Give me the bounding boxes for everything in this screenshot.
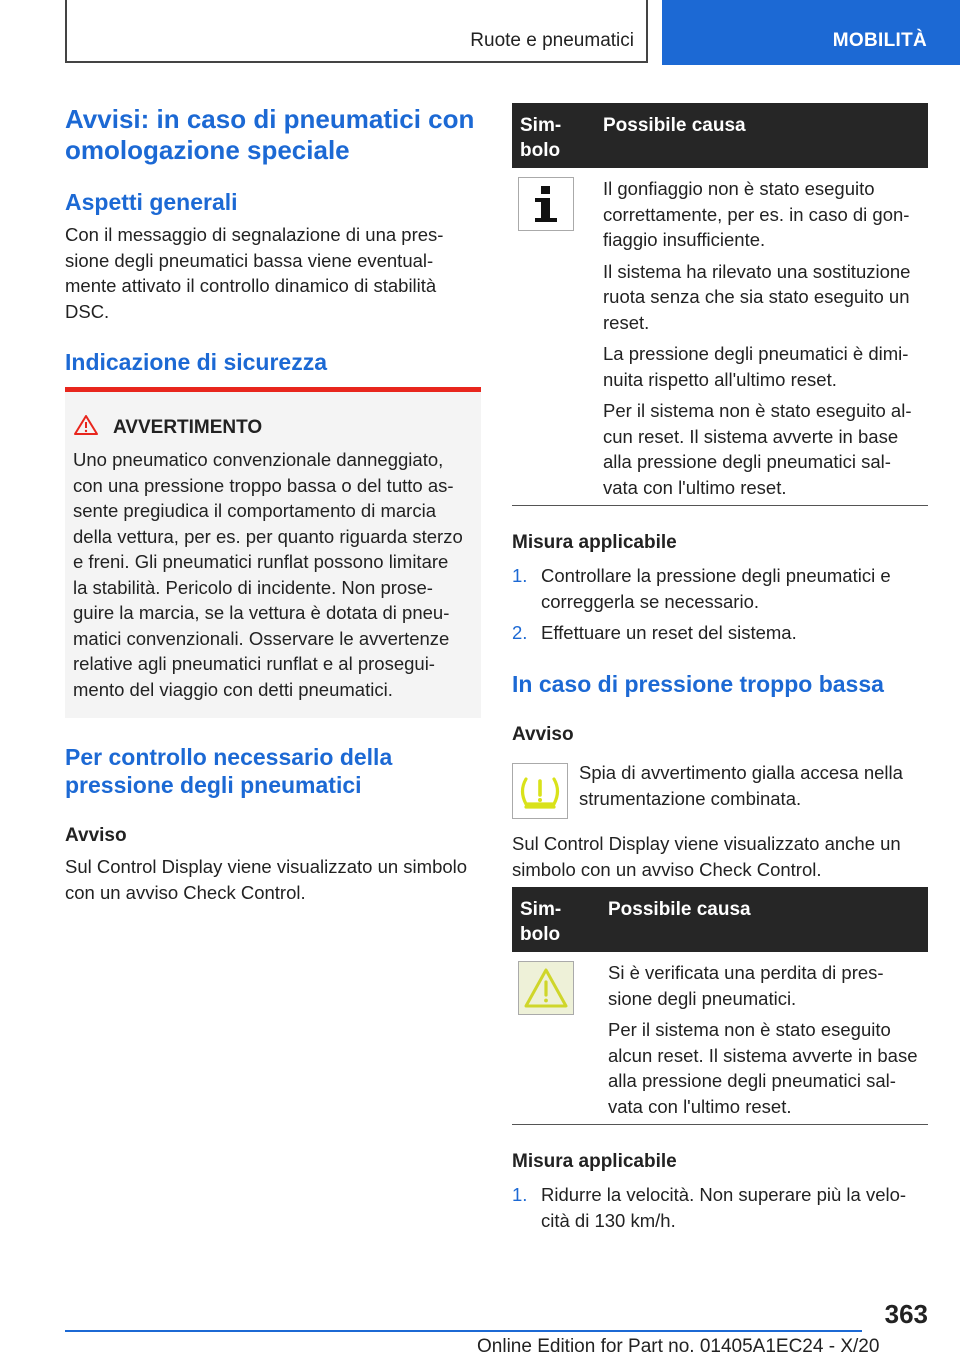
list-item xyxy=(512,1182,928,1233)
notice-label-right: Avviso xyxy=(512,724,574,745)
page-title xyxy=(65,104,485,166)
warning-line: matici convenzionali. Osservare le avvertenze xyxy=(73,627,450,649)
notice-line: con un avviso Check Control. xyxy=(65,881,306,903)
table2-col-cause: Possibile causa xyxy=(608,899,751,920)
warning-line: mento del viaggio con detti pneumatici. xyxy=(73,678,393,700)
table1-cause-line: Il gonfiaggio non è stato eseguito xyxy=(603,178,875,199)
list-item xyxy=(512,563,928,614)
table2-cause xyxy=(608,1017,928,1119)
display-text xyxy=(512,831,932,882)
table1-cause xyxy=(603,398,928,500)
measure1-label: Misura applicabile xyxy=(512,532,677,553)
page-title-line-2: omologazione speciale xyxy=(65,135,350,165)
table1-cause-line: reset. xyxy=(603,311,650,333)
table2-cause-line: alla pressione degli pneumatici sal- xyxy=(608,1070,896,1091)
table2-cause-line: Per il sistema non è stato eseguito xyxy=(608,1019,891,1040)
table1-bottom-rule xyxy=(512,505,928,506)
table2-col-symbol xyxy=(520,897,561,947)
table1-cause-line: Il sistema ha rilevato una sostituzione xyxy=(603,260,911,282)
safety-heading: Indicazione di sicurezza xyxy=(65,349,328,375)
warning-line: guire la marcia, se la vettura è dotata di pneu- xyxy=(73,602,450,623)
page-number: 363 xyxy=(884,1299,928,1329)
warning-triangle-icon xyxy=(73,414,99,441)
info-icon xyxy=(518,177,574,231)
table1-cause xyxy=(603,259,928,336)
display-line: Sul Control Display viene visualizzato anche un xyxy=(512,833,901,854)
notice-label: Avviso xyxy=(65,825,127,846)
indicator-text xyxy=(579,760,928,811)
table2-col-symbol-line: bolo xyxy=(520,924,561,945)
step-line: Effettuare un reset del sistema. xyxy=(541,622,797,643)
check-heading-line-2: pressione degli pneumatici xyxy=(65,772,362,798)
table2-cause-line: vata con l'ultimo reset. xyxy=(608,1095,792,1117)
table1-cause-line: Per il sistema non è stato eseguito al- xyxy=(603,400,912,421)
table1-col-symbol xyxy=(520,113,561,163)
section-title: Ruote e pneumatici xyxy=(470,30,634,51)
list-item xyxy=(512,620,928,646)
general-heading: Aspetti generali xyxy=(65,189,238,215)
indicator-line: Spia di avvertimento gialla accesa nella xyxy=(579,762,903,783)
indicator-line: strumentazione combinata. xyxy=(579,787,802,809)
warning-title: AVVERTIMENTO xyxy=(113,416,263,438)
general-text xyxy=(65,222,481,324)
footer-edition: Online Edition for Part no. 01405A1EC24 - X/20 xyxy=(477,1336,880,1357)
warning-line: sente pregiudica il comportamento di marcia xyxy=(73,500,436,521)
table1-cause-line: correttamente, per es. in caso di gon- xyxy=(603,203,910,225)
table2-cause-line: sione degli pneumatici. xyxy=(608,987,797,1009)
general-text-line: mente attivato il controllo dinamico di stabilità xyxy=(65,275,437,296)
step-number: 2. xyxy=(512,622,528,643)
table1-cause-line: fiaggio insufficiente. xyxy=(603,229,766,250)
check-heading xyxy=(65,743,485,799)
table2-causes xyxy=(608,960,928,1119)
footer-rule xyxy=(65,1330,862,1332)
table2-col-symbol-line: Sim- xyxy=(520,899,562,920)
table1-header xyxy=(512,103,928,168)
general-text-line: DSC. xyxy=(65,300,110,322)
chapter-tab[interactable] xyxy=(662,0,960,65)
table2-cause xyxy=(608,960,928,1011)
notice-line: Sul Control Display viene visualizzato un simbolo xyxy=(65,856,468,877)
table1-causes xyxy=(603,176,928,500)
warning-line: la stabilità. Pericolo di incidente. Non prose- xyxy=(73,576,433,598)
warning-line: con una pressione troppo bassa o del tutto as- xyxy=(73,474,454,496)
low-pressure-heading: In caso di pressione troppo bassa xyxy=(512,671,884,697)
tire-pressure-warning-icon xyxy=(512,763,568,819)
step-line: cità di 130 km/h. xyxy=(541,1209,676,1231)
table1-col-symbol-line: Sim- xyxy=(520,115,562,136)
table2-bottom-rule xyxy=(512,1124,928,1125)
display-line: simbolo con un avviso Check Control. xyxy=(512,858,822,880)
step-line: Controllare la pressione degli pneumatici e xyxy=(541,565,891,586)
measure2-label: Misura applicabile xyxy=(512,1151,677,1172)
table1-cause-line: nuita rispetto all'ultimo reset. xyxy=(603,368,837,390)
warning-line: relative agli pneumatici runflat e al prosegui- xyxy=(73,653,435,674)
table2-header xyxy=(512,887,928,952)
step-line: correggerla se necessario. xyxy=(541,590,759,612)
warning-line: Uno pneumatico convenzionale danneggiato, xyxy=(73,449,444,470)
warning-line: della vettura, per es. per quanto riguarda sterzo xyxy=(73,525,463,547)
general-text-line: sione degli pneumatici bassa viene eventual- xyxy=(65,249,434,271)
table1-cause-line: ruota senza che sia stato eseguito un xyxy=(603,286,910,307)
page-title-line-1: Avvisi: in caso di pneumatici con xyxy=(65,104,475,134)
measure2-steps xyxy=(512,1182,928,1239)
table1-cause-line: vata con l'ultimo reset. xyxy=(603,476,787,498)
table1-cause-line: La pressione degli pneumatici è dimi- xyxy=(603,343,909,364)
check-heading-line-1: Per controllo necessario della xyxy=(65,744,393,770)
warning-triangle-icon xyxy=(518,961,574,1015)
measure1-steps xyxy=(512,563,928,652)
table1-col-symbol-line: bolo xyxy=(520,140,561,161)
step-line: Ridurre la velocità. Non superare più la velo- xyxy=(541,1184,907,1205)
table2-cause-line: Si è verificata una perdita di pres- xyxy=(608,962,884,983)
table1-cause xyxy=(603,176,928,253)
warning-header xyxy=(73,414,471,441)
warning-line: e freni. Gli pneumatici runflat possono limitare xyxy=(73,551,449,572)
step-number: 1. xyxy=(512,1184,528,1205)
table1-col-cause: Possibile causa xyxy=(603,115,746,136)
table1-cause-line: cun reset. Il sistema avverte in base xyxy=(603,425,899,447)
general-text-line: Con il messaggio di segnalazione di una pres- xyxy=(65,224,444,245)
table1-cause-line: alla pressione degli pneumatici sal- xyxy=(603,451,891,472)
notice-text xyxy=(65,854,485,905)
step-number: 1. xyxy=(512,565,528,586)
chapter-tab-label: MOBILITÀ xyxy=(832,30,927,51)
header-box xyxy=(65,0,648,63)
warning-box xyxy=(65,387,481,718)
table2-cause-line: alcun reset. Il sistema avverte in base xyxy=(608,1044,918,1066)
table1-cause xyxy=(603,341,928,392)
